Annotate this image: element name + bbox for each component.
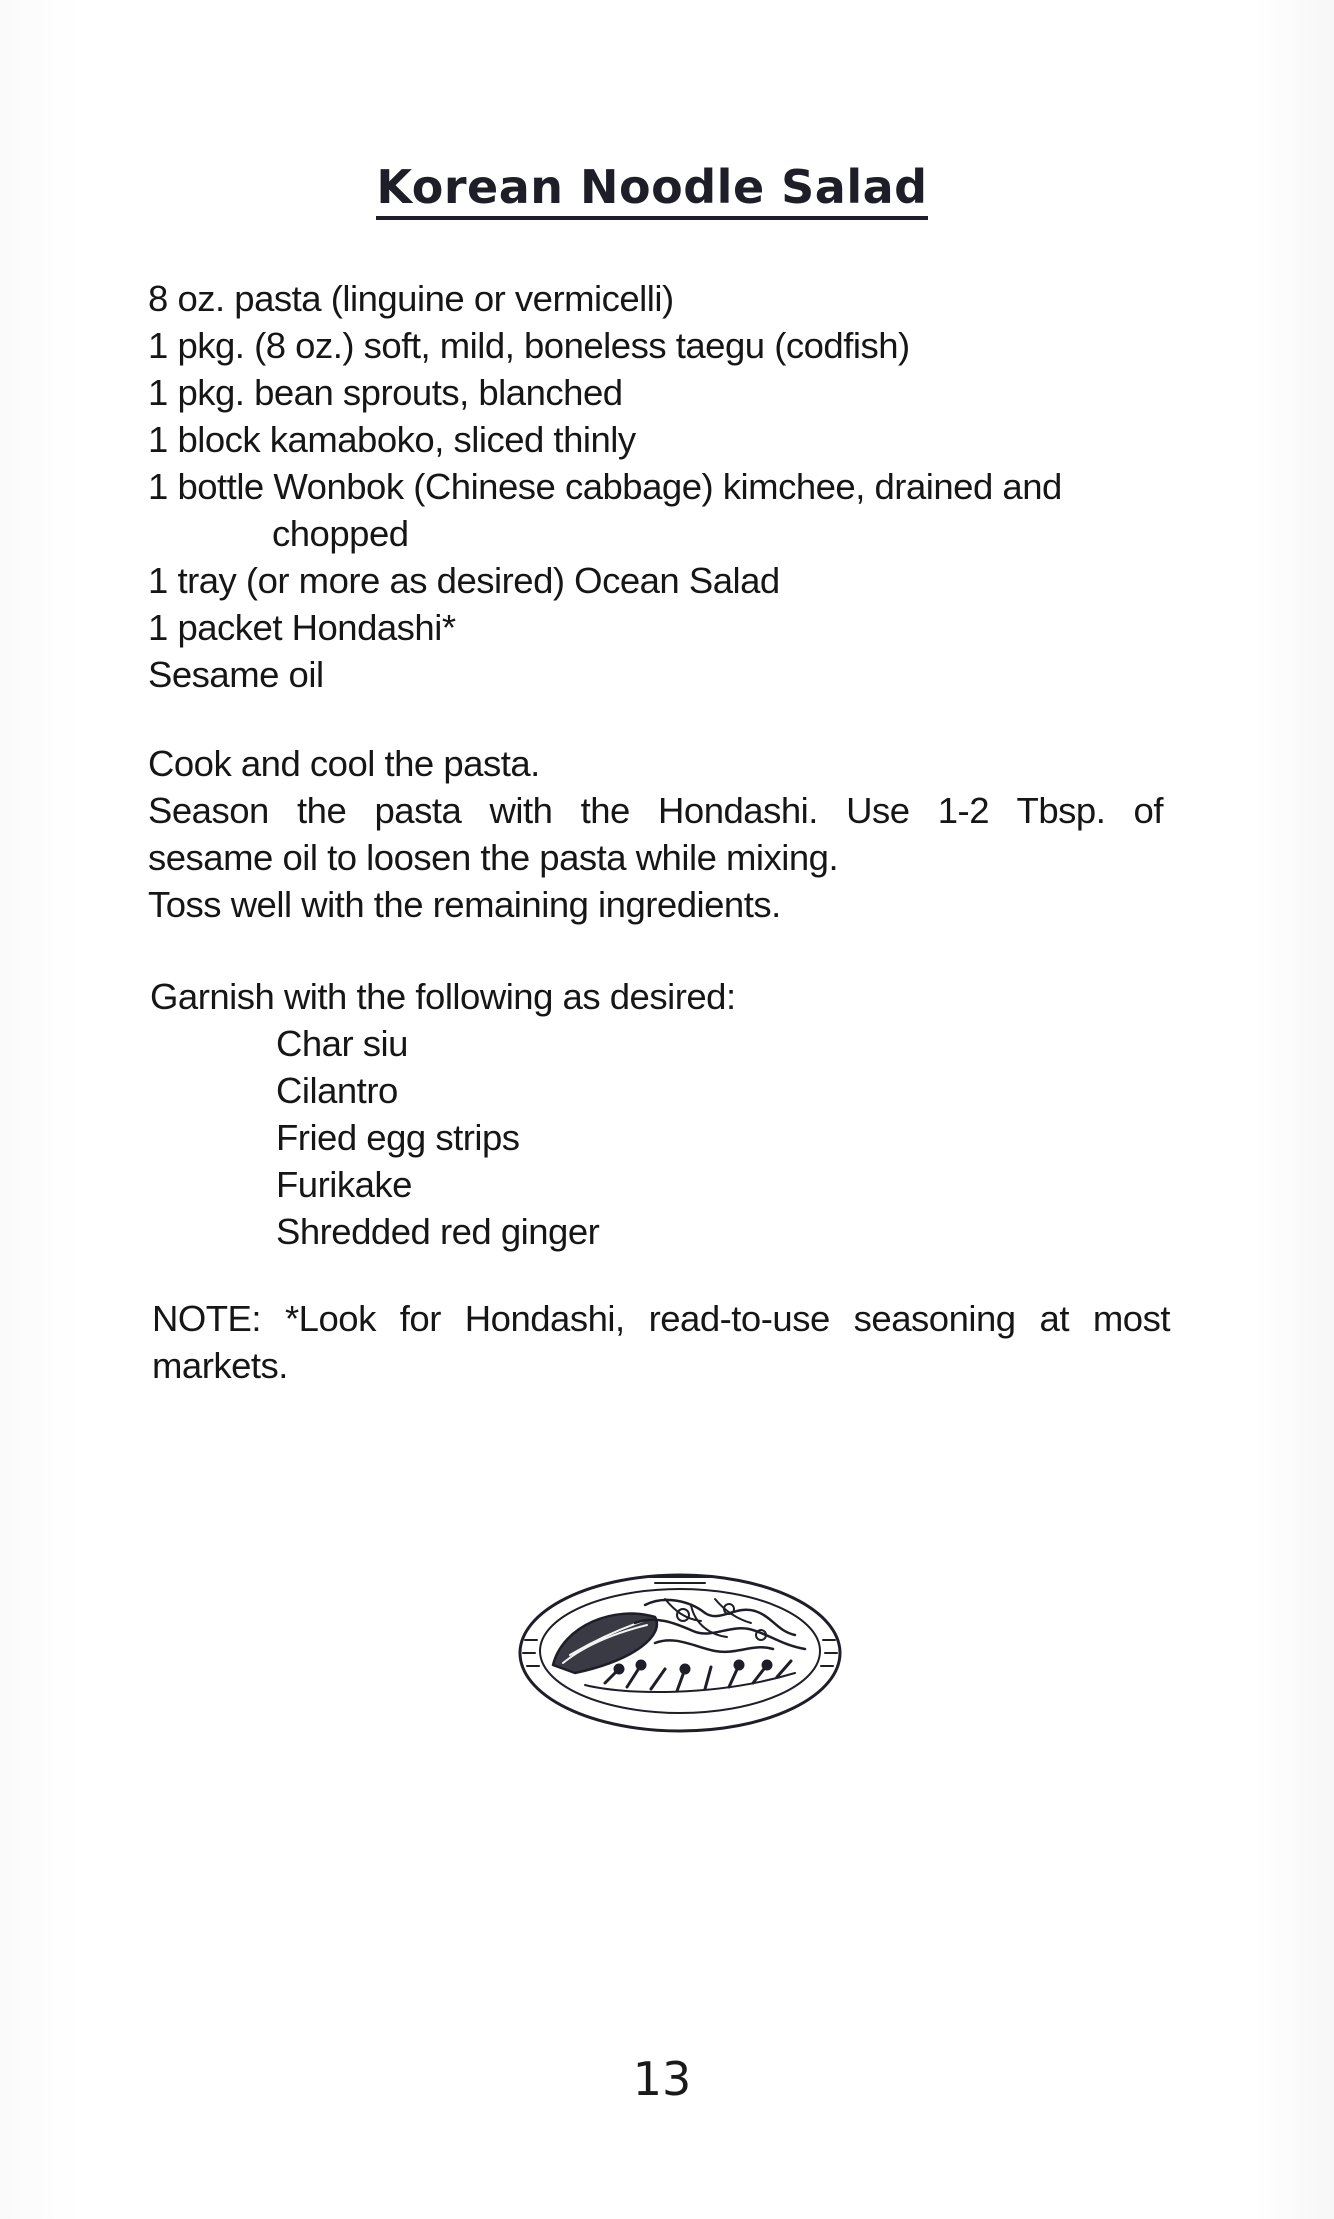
ingredient-item: 1 tray (or more as desired) Ocean Salad [148,560,780,601]
method-line: sesame oil to loosen the pasta while mixing. [148,837,839,878]
garnish-item: Cilantro [276,1070,398,1111]
ingredient-item: 8 oz. pasta (linguine or vermicelli) [148,278,674,319]
note-section [152,1295,1170,1389]
garnish-item: Furikake [276,1164,412,1205]
note-line: markets. [152,1345,288,1386]
page-number: 13 [632,2052,692,2106]
method-steps [148,740,1163,928]
garnish-section [150,973,1150,1255]
method-line: Cook and cool the pasta. [148,743,540,784]
recipe-title [0,160,1304,214]
ingredient-list [148,275,1158,698]
recipe-title-text: Korean Noodle Salad [376,160,927,220]
garnish-item: Char siu [276,1023,408,1064]
method-line: Toss well with the remaining ingredients. [148,884,781,925]
ingredient-item: Sesame oil [148,654,324,695]
garnish-item: Fried egg strips [276,1117,520,1158]
ingredient-item: 1 bottle Wonbok (Chinese cabbage) kimchee, drained and [148,466,1062,507]
ingredient-item-continuation: chopped [272,513,409,554]
garnish-intro: Garnish with the following as desired: [150,976,736,1017]
noodle-plate-icon [515,1565,845,1735]
ingredient-item: 1 pkg. bean sprouts, blanched [148,372,623,413]
note-line: NOTE: *Look for Hondashi, read-to-use seasoning at most [152,1298,1170,1339]
ingredient-item: 1 block kamaboko, sliced thinly [148,419,636,460]
garnish-item: Shredded red ginger [276,1211,600,1252]
method-line: Season the pasta with the Hondashi. Use 1-2 Tbsp. of [148,790,1163,831]
ingredient-item: 1 packet Hondashi* [148,607,456,648]
ingredient-item: 1 pkg. (8 oz.) soft, mild, boneless taegu (codfish) [148,325,910,366]
